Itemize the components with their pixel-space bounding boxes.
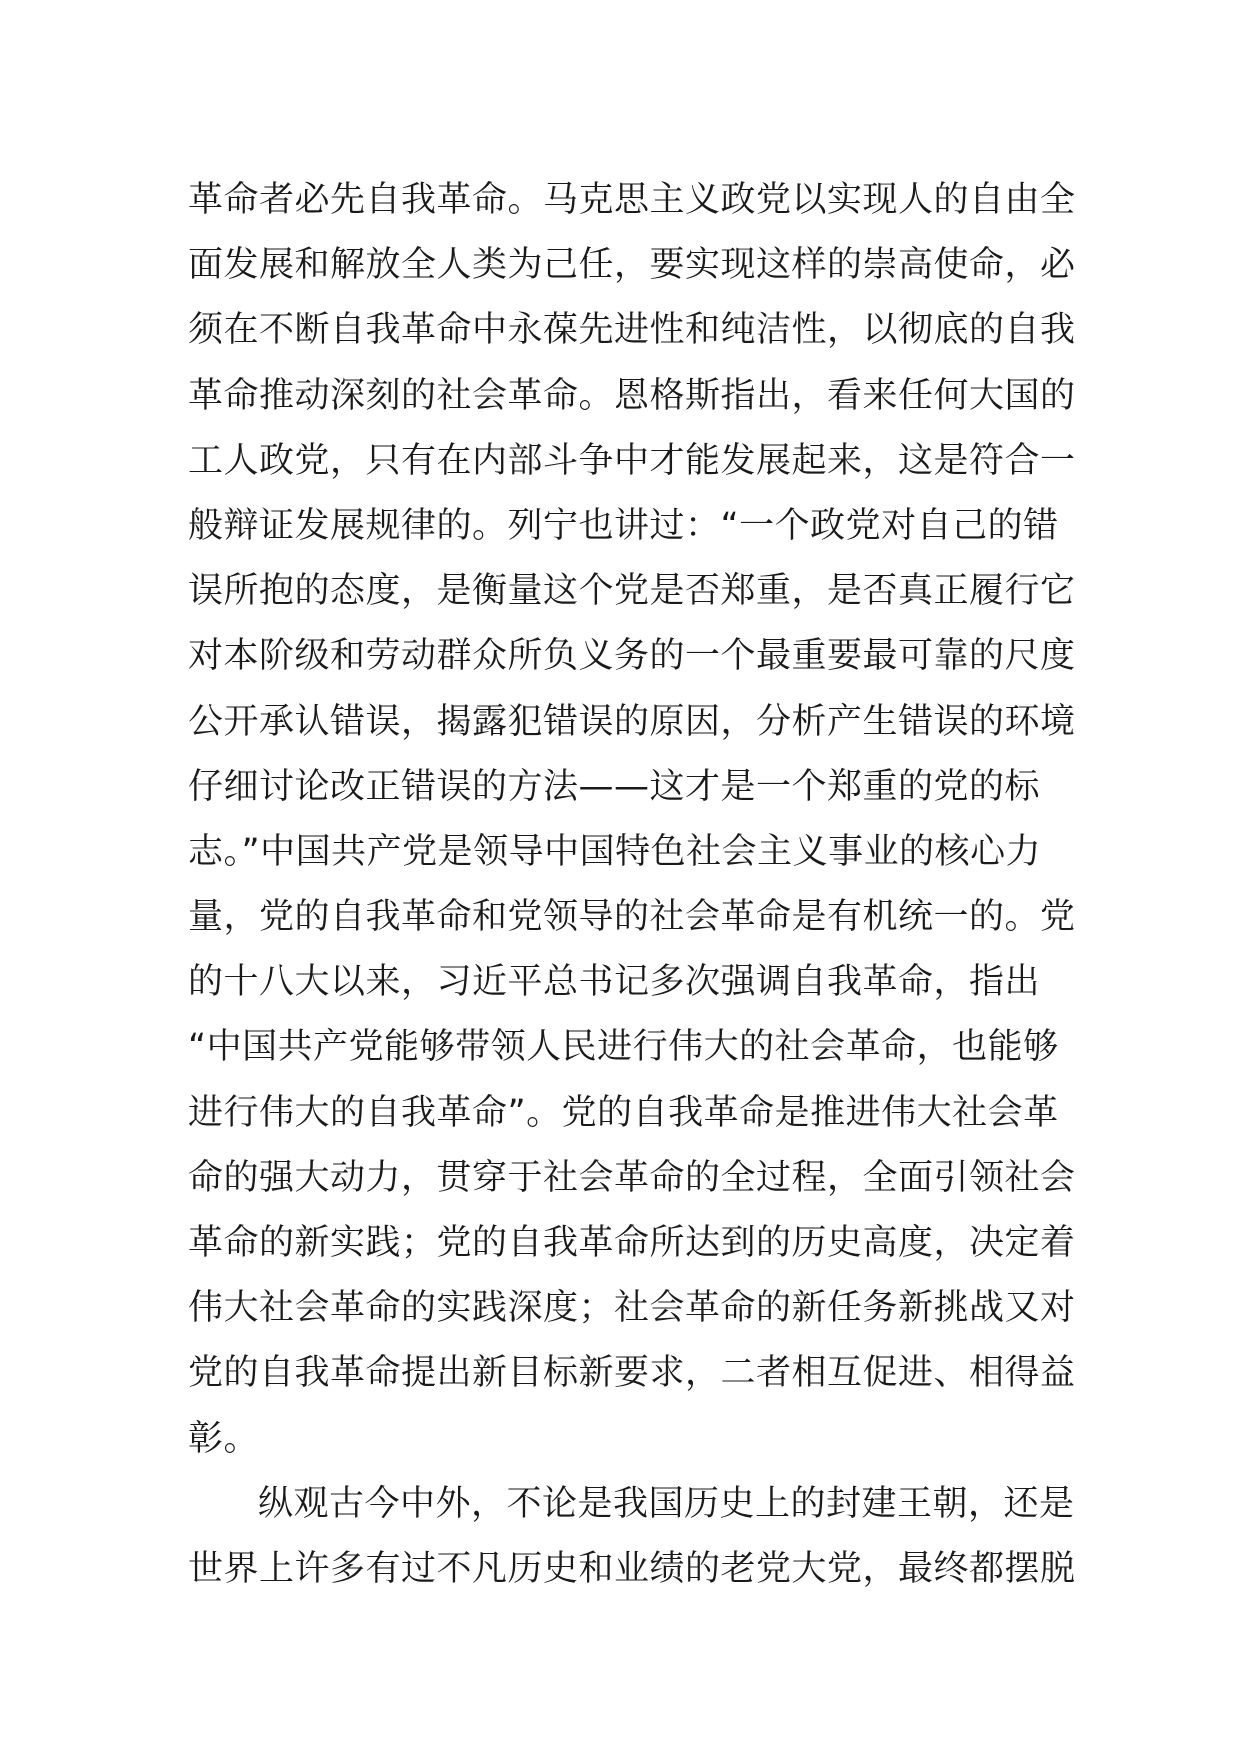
body-text (188, 168, 1076, 1602)
text-line: 进行伟大的自我革命”。党的自我革命是推进伟大社会革 (188, 1092, 1059, 1133)
text-line: 革命的新实践；党的自我革命所达到的历史高度，决定着 (188, 1223, 1076, 1263)
text-line: 党的自我革命提出新目标新要求，二者相互促进、相得益 (188, 1353, 1076, 1394)
text-line: 仔细讨论改正错误的方法——这才是一个郑重的党的标 (188, 766, 1041, 807)
text-line: “中国共产党能够带领人民进行伟大的社会革命，也能够 (188, 1027, 1059, 1068)
text-line: 面发展和解放全人类为己任，要实现这样的崇高使命，必 (188, 245, 1076, 286)
text-line: 命的强大动力，贯穿于社会革命的全过程，全面引领社会 (188, 1157, 1076, 1198)
text-line: 的十八大以来，习近平总书记多次强调自我革命，指出 (188, 962, 1041, 1003)
text-line: 公开承认错误，揭露犯错误的原因，分析产生错误的环境 (188, 701, 1076, 742)
text-line: 须在不断自我革命中永葆先进性和纯洁性，以彻底的自我 (188, 310, 1076, 351)
text-line: 误所抱的态度，是衡量这个党是否郑重，是否真正履行它 (188, 571, 1076, 612)
text-line: 革命推动深刻的社会革命。恩格斯指出，看来任何大国的 (188, 375, 1076, 416)
text-line: 彰。 (188, 1418, 260, 1459)
paragraph-first-line: 纵观古今中外，不论是我国历史上的封建王朝，还是 (258, 1483, 1075, 1524)
text-line: 革命者必先自我革命。马克思主义政党以实现人的自由全 (188, 180, 1076, 220)
text-line: 对本阶级和劳动群众所负义务的一个最重要最可靠的尺度 (188, 636, 1076, 677)
text-line: 世界上许多有过不凡历史和业绩的老党大党，最终都摆脱 (188, 1548, 1076, 1589)
text-line: 伟大社会革命的实践深度；社会革命的新任务新挑战又对 (188, 1288, 1076, 1329)
text-line: 量，党的自我革命和党领导的社会革命是有机统一的。党 (188, 897, 1076, 938)
text-line: 般辩证发展规律的。列宁也讲过：“一个政党对自己的错 (188, 505, 1059, 546)
text-line: 志。”中国共产党是领导中国特色社会主义事业的核心力 (188, 831, 1042, 872)
text-line: 工人政党，只有在内部斗争中才能发展起来，这是符合一 (188, 440, 1076, 481)
